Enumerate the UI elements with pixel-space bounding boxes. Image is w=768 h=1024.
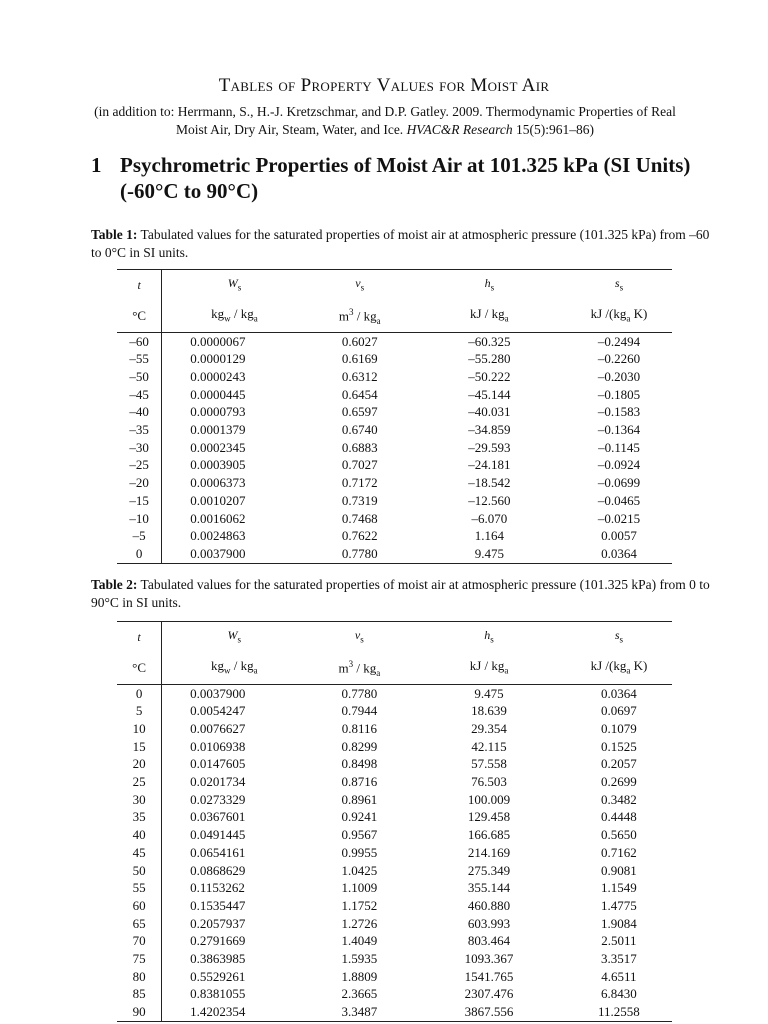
cell-temperature: 35 [117, 808, 162, 826]
cell-humidity-ratio: 0.0002345 [190, 439, 246, 455]
cell-entropy: –0.2494 [597, 333, 641, 349]
cell-enthalpy: –29.593 [468, 439, 511, 455]
table1-label: Table 1: [91, 227, 138, 242]
cell-temperature: 15 [117, 738, 162, 756]
cell-temperature: 45 [117, 844, 162, 862]
cell-enthalpy: 76.503 [471, 774, 507, 790]
cell-humidity-ratio: 0.1153262 [190, 880, 245, 896]
cell-humidity-ratio: 0.3863985 [190, 951, 246, 967]
cell-enthalpy: 460.880 [467, 897, 511, 913]
section-heading [91, 152, 731, 204]
cell-temperature: –30 [117, 439, 162, 457]
cell-entropy: 6.8430 [601, 986, 637, 1002]
table2-caption-text: Tabulated values for the saturated properties of moist air at atmospheric pressure (101.325 kPa) from 0 to 90°C in SI units. [91, 577, 710, 610]
cell-enthalpy: 3867.556 [464, 1004, 514, 1020]
unit-ss: kJ $/(kg_a$ K) [566, 653, 672, 684]
table-row [117, 527, 672, 545]
cell-entropy: 1.9084 [601, 915, 637, 931]
cell-specific-volume: 0.7780 [341, 545, 378, 561]
table-row [117, 1003, 672, 1021]
cell-specific-volume: 1.4049 [341, 933, 378, 949]
cell-enthalpy: 803.464 [467, 933, 511, 949]
unit-vs: $m^3 / kg_a$ [307, 301, 413, 332]
table1 [117, 269, 672, 564]
cell-humidity-ratio: 0.0024863 [190, 528, 246, 544]
journal-name: HVAC&R Research [406, 122, 513, 137]
header-vs: $v_s$ [354, 628, 364, 645]
cell-humidity-ratio: 0.2057937 [190, 915, 246, 931]
cell-entropy: 1.1549 [601, 880, 637, 896]
table2-caption [91, 576, 711, 612]
cell-humidity-ratio: 0.0076627 [190, 720, 246, 736]
cell-temperature: –50 [117, 368, 162, 386]
cell-specific-volume: 0.8299 [341, 738, 378, 754]
header-ss: $s_s$ [614, 628, 624, 645]
cell-specific-volume: 0.6169 [341, 351, 378, 367]
unit-hs: kJ / $kg_a$ [412, 653, 566, 684]
table-row [117, 403, 672, 421]
table-row [117, 915, 672, 933]
cell-entropy: 1.4775 [601, 897, 637, 913]
table-row [117, 492, 672, 510]
unit-t: °C [117, 653, 162, 684]
cell-enthalpy: 275.349 [467, 862, 511, 878]
cell-specific-volume: 0.7622 [341, 528, 378, 544]
cell-entropy: –0.2030 [597, 368, 641, 384]
cell-enthalpy: 2307.476 [464, 986, 514, 1002]
cell-temperature: 50 [117, 862, 162, 880]
header-t: t [117, 622, 162, 653]
table2-body [117, 684, 672, 1021]
table-row [117, 844, 672, 862]
unit-vs: $m^3 / kg_a$ [306, 653, 412, 684]
cell-humidity-ratio: 0.0000129 [190, 351, 246, 367]
table-row [117, 456, 672, 474]
unit-ss: kJ $/(kg_a$ K) [566, 301, 672, 332]
cell-temperature: –10 [117, 510, 162, 528]
cell-enthalpy: –12.560 [468, 492, 511, 508]
table-row [117, 702, 672, 720]
cell-entropy: 0.7162 [601, 844, 637, 860]
cell-entropy: 0.5650 [601, 827, 637, 843]
cell-specific-volume: 0.7172 [341, 475, 378, 491]
cell-entropy: 0.0697 [601, 703, 637, 719]
cell-specific-volume: 1.0425 [341, 862, 378, 878]
cell-humidity-ratio: 0.0006373 [190, 475, 246, 491]
cell-enthalpy: –24.181 [468, 457, 511, 473]
table-row [117, 755, 672, 773]
cell-entropy: 4.6511 [601, 968, 637, 984]
cell-humidity-ratio: 0.0654161 [190, 844, 246, 860]
cell-humidity-ratio: 0.0037900 [190, 685, 246, 701]
cell-enthalpy: –60.325 [468, 333, 511, 349]
table-header-row [117, 270, 672, 301]
table-row [117, 808, 672, 826]
cell-temperature: 85 [117, 985, 162, 1003]
cell-temperature: 65 [117, 915, 162, 933]
cell-specific-volume: 0.7027 [341, 457, 378, 473]
cell-temperature: 75 [117, 950, 162, 968]
cell-specific-volume: 1.5935 [341, 951, 378, 967]
cell-humidity-ratio: 0.0037900 [190, 545, 246, 561]
cell-specific-volume: 0.6454 [341, 386, 378, 402]
cell-temperature: 30 [117, 791, 162, 809]
cell-specific-volume: 2.3665 [341, 986, 378, 1002]
cell-humidity-ratio: 0.0054247 [190, 703, 246, 719]
cell-entropy: –0.1583 [597, 404, 641, 420]
cell-specific-volume: 0.6027 [341, 333, 378, 349]
cell-entropy: 0.4448 [601, 809, 637, 825]
cell-temperature: 5 [117, 702, 162, 720]
cell-specific-volume: 0.8498 [341, 756, 378, 772]
cell-specific-volume: 1.2726 [341, 915, 378, 931]
cell-temperature: 80 [117, 968, 162, 986]
cell-entropy: 0.0057 [601, 528, 637, 544]
cell-specific-volume: 0.7780 [341, 685, 378, 701]
cell-humidity-ratio: 0.0868629 [190, 862, 246, 878]
cell-specific-volume: 0.6740 [341, 422, 378, 438]
header-hs: $h_s$ [484, 276, 495, 293]
cell-humidity-ratio: 0.0367601 [190, 809, 246, 825]
cell-enthalpy: 9.475 [474, 545, 504, 561]
cell-temperature: 40 [117, 826, 162, 844]
cell-entropy: 0.0364 [601, 685, 637, 701]
cell-enthalpy: 129.458 [467, 809, 511, 825]
cell-enthalpy: 1.164 [474, 528, 504, 544]
reference-text: (in addition to: Herrmann, S., H.-J. Kretzschmar, and D.P. Gatley. 2009. Thermodynamic Properties of Real Moist Air, Dry Air, Steam, Water, and Ice. [94, 104, 676, 137]
table-row [117, 421, 672, 439]
cell-specific-volume: 0.8116 [341, 720, 377, 736]
cell-specific-volume: 0.6312 [341, 368, 378, 384]
table1-caption [91, 226, 711, 262]
unit-t: °C [117, 301, 162, 332]
reference-note [80, 103, 690, 139]
cell-enthalpy: 57.558 [471, 756, 507, 772]
cell-humidity-ratio: 0.0491445 [190, 827, 246, 843]
cell-entropy: –0.0924 [597, 457, 641, 473]
table-row [117, 368, 672, 386]
cell-temperature: –60 [117, 332, 162, 350]
cell-enthalpy: –45.144 [468, 386, 511, 402]
unit-hs: kJ / $kg_a$ [413, 301, 566, 332]
cell-enthalpy: –40.031 [468, 404, 511, 420]
cell-specific-volume: 0.9241 [341, 809, 378, 825]
cell-humidity-ratio: 0.0000793 [190, 404, 246, 420]
table-row [117, 684, 672, 702]
cell-entropy: 0.2057 [601, 756, 637, 772]
table-row [117, 773, 672, 791]
cell-specific-volume: 3.3487 [341, 1004, 378, 1020]
table-row [117, 950, 672, 968]
cell-humidity-ratio: 0.1535447 [190, 897, 246, 913]
header-ws: $W_s$ [227, 276, 242, 293]
table-row [117, 932, 672, 950]
table2 [117, 621, 672, 1022]
cell-humidity-ratio: 0.2791669 [190, 933, 246, 949]
cell-entropy: –0.1805 [597, 386, 641, 402]
cell-specific-volume: 0.7944 [341, 703, 378, 719]
cell-temperature: 90 [117, 1003, 162, 1021]
table-row [117, 386, 672, 404]
cell-enthalpy: 18.639 [471, 703, 507, 719]
cell-enthalpy: –18.542 [468, 475, 511, 491]
cell-temperature: 10 [117, 720, 162, 738]
table-unit-row [117, 301, 672, 332]
cell-entropy: 0.3482 [601, 791, 637, 807]
cell-temperature: 0 [117, 545, 162, 563]
cell-humidity-ratio: 1.4202354 [190, 1004, 246, 1020]
cell-temperature: 55 [117, 879, 162, 897]
cell-specific-volume: 0.6597 [341, 404, 378, 420]
table-row [117, 791, 672, 809]
unit-ws: $kg_w / kg_a$ [162, 653, 307, 684]
table1-caption-text: Tabulated values for the saturated properties of moist air at atmospheric pressure (101.325 kPa) from –60 to 0°C in SI units. [91, 227, 710, 260]
cell-entropy: 0.1525 [601, 738, 637, 754]
cell-humidity-ratio: 0.0003905 [190, 457, 246, 473]
cell-entropy: 2.5011 [601, 933, 637, 949]
cell-temperature: –15 [117, 492, 162, 510]
table-row [117, 897, 672, 915]
cell-humidity-ratio: 0.0000243 [190, 368, 246, 384]
cell-specific-volume: 0.6883 [341, 439, 378, 455]
header-t: t [117, 270, 162, 301]
cell-specific-volume: 1.1752 [341, 897, 378, 913]
cell-entropy: 0.0364 [601, 545, 637, 561]
cell-specific-volume: 0.8961 [341, 791, 378, 807]
table-header-row [117, 622, 672, 653]
cell-temperature: –25 [117, 456, 162, 474]
cell-enthalpy: –50.222 [468, 368, 511, 384]
cell-humidity-ratio: 0.8381055 [190, 986, 246, 1002]
cell-humidity-ratio: 0.0273329 [190, 791, 246, 807]
cell-humidity-ratio: 0.0201734 [190, 774, 246, 790]
section-number: 1 [91, 153, 102, 177]
header-ws: $W_s$ [227, 628, 242, 645]
cell-temperature: –55 [117, 350, 162, 368]
cell-entropy: 0.2699 [601, 774, 637, 790]
table-row [117, 510, 672, 528]
cell-humidity-ratio: 0.0001379 [190, 422, 246, 438]
table-row [117, 439, 672, 457]
table2-label: Table 2: [91, 577, 138, 592]
cell-enthalpy: –34.859 [468, 422, 511, 438]
cell-temperature: 20 [117, 755, 162, 773]
cell-enthalpy: 29.354 [471, 720, 507, 736]
cell-humidity-ratio: 0.0016062 [190, 510, 246, 526]
table1-body [117, 332, 672, 563]
header-ss: $s_s$ [614, 276, 624, 293]
cell-humidity-ratio: 0.0106938 [190, 738, 246, 754]
cell-temperature: 60 [117, 897, 162, 915]
cell-enthalpy: 100.009 [467, 791, 511, 807]
cell-entropy: 0.1079 [601, 720, 637, 736]
table-row [117, 985, 672, 1003]
cell-specific-volume: 0.9955 [341, 844, 378, 860]
cell-specific-volume: 0.7468 [341, 510, 378, 526]
cell-enthalpy: 355.144 [467, 880, 511, 896]
cell-entropy: –0.2260 [597, 351, 641, 367]
cell-enthalpy: 166.685 [467, 827, 511, 843]
cell-temperature: –20 [117, 474, 162, 492]
table-unit-row [117, 653, 672, 684]
cell-enthalpy: 603.993 [467, 915, 511, 931]
cell-specific-volume: 1.8809 [341, 968, 378, 984]
cell-temperature: 25 [117, 773, 162, 791]
cell-enthalpy: –55.280 [468, 351, 511, 367]
cell-entropy: –0.0699 [597, 475, 641, 491]
header-hs: $h_s$ [484, 628, 494, 645]
cell-specific-volume: 0.8716 [341, 774, 378, 790]
cell-enthalpy: –6.070 [471, 510, 508, 526]
table-row [117, 545, 672, 563]
cell-temperature: –45 [117, 386, 162, 404]
table-row [117, 826, 672, 844]
cell-enthalpy: 1541.765 [464, 968, 514, 984]
table-row [117, 968, 672, 986]
table-row [117, 879, 672, 897]
cell-enthalpy: 9.475 [474, 685, 504, 701]
cell-specific-volume: 1.1009 [341, 880, 378, 896]
cell-entropy: 11.2558 [598, 1004, 640, 1020]
cell-humidity-ratio: 0.5529261 [190, 968, 246, 984]
cell-temperature: 0 [117, 684, 162, 702]
table-row [117, 862, 672, 880]
cell-enthalpy: 1093.367 [464, 951, 514, 967]
document-title: Tables of Property Values for Moist Air [218, 75, 550, 96]
cell-specific-volume: 0.9567 [341, 827, 378, 843]
cell-humidity-ratio: 0.0010207 [190, 492, 246, 508]
cell-humidity-ratio: 0.0147605 [190, 756, 246, 772]
cell-enthalpy: 214.169 [467, 844, 511, 860]
cell-temperature: –40 [117, 403, 162, 421]
cell-temperature: –5 [117, 527, 162, 545]
cell-specific-volume: 0.7319 [341, 492, 378, 508]
table-row [117, 738, 672, 756]
cell-enthalpy: 42.115 [471, 738, 507, 754]
header-vs: $v_s$ [355, 276, 365, 293]
table-row [117, 720, 672, 738]
cell-temperature: 70 [117, 932, 162, 950]
cell-entropy: –0.1364 [597, 422, 641, 438]
cell-entropy: 3.3517 [601, 951, 637, 967]
unit-ws: $kg_w / kg_a$ [162, 301, 307, 332]
cell-entropy: –0.0465 [597, 492, 641, 508]
cell-temperature: –35 [117, 421, 162, 439]
cell-humidity-ratio: 0.0000445 [190, 386, 246, 402]
table-row [117, 474, 672, 492]
table-row [117, 332, 672, 350]
cell-humidity-ratio: 0.0000067 [190, 333, 246, 349]
reference-citation: 15(5):961–86) [512, 122, 595, 137]
table-row [117, 350, 672, 368]
cell-entropy: –0.1145 [598, 439, 640, 455]
cell-entropy: 0.9081 [601, 862, 637, 878]
cell-entropy: –0.0215 [597, 510, 641, 526]
section-title: Psychrometric Properties of Moist Air at 101.325 kPa (SI Units) (-60°C to 90°C) [120, 153, 691, 203]
